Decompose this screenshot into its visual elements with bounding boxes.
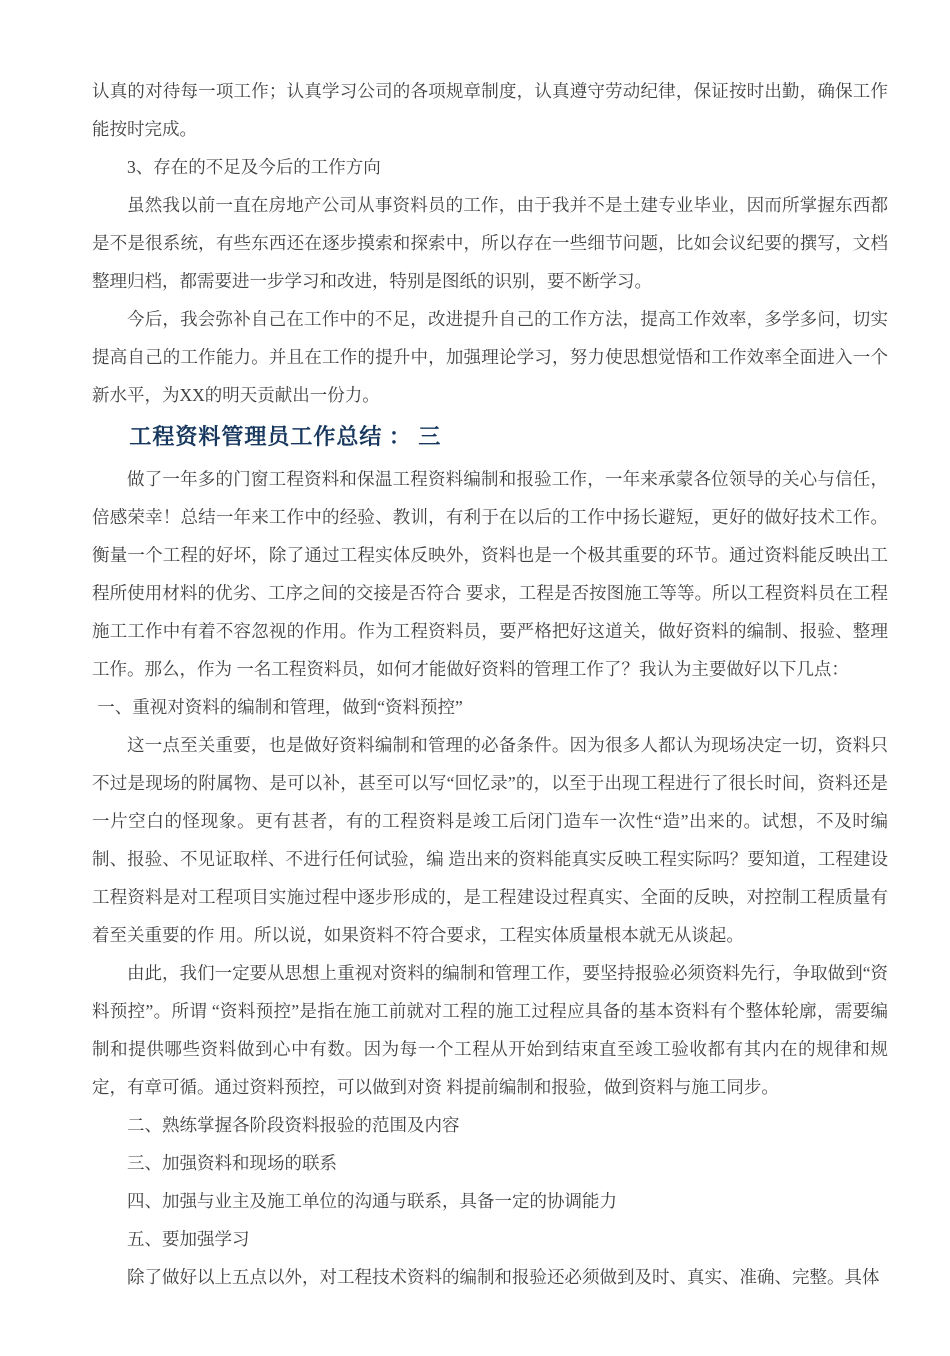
- section-heading-summary-three: 工程资料管理员工作总结 ： 三: [129, 424, 442, 449]
- item-4-heading: 四、加强与业主及施工单位的沟通与联系，具备一定的协调能力: [127, 1191, 617, 1211]
- item-2-heading: 二、熟练掌握各阶段资料报验的范围及内容: [127, 1115, 460, 1135]
- paragraph-closing: 除了做好以上五点以外，对工程技术资料的编制和报验还必须做到及时、真实、准确、完整。具体: [127, 1267, 880, 1287]
- subheading-shortcomings: 3、存在的不足及今后的工作方向: [127, 157, 381, 177]
- paragraph-intro: 做了一年多的门窗工程资料和保温工程资料编制和报验工作，一年来承蒙各位领导的关心与信任，倍感荣幸！总结一年来工作中的经验、教训，有利于在以后的工作中扬长避短，更好的做好技术工作。衡量一个工程的好坏，除了通过工程实体反映外，资料也是一个极其重要的环节。通过资料能反映出工程所使用材料的优劣、工序之间的交接是否符合 要求，工程是否按图施工等等。所以工程资料员在工程施工工作中有着不容忽视的作用。作为工程资料员，要严格把好这道关，做好资料的编制、报验、整理工作。那么，作为 一名工程资料员，如何才能做好资料的管理工作了？我认为主要做好以下几点：: [92, 469, 888, 679]
- item-1-heading: 一、重视对资料的编制和管理，做到“资料预控”: [97, 697, 463, 717]
- paragraph-item1-detail-a: 这一点至关重要，也是做好资料编制和管理的必备条件。因为很多人都认为现场决定一切，资料只不过是现场的附属物、是可以补，甚至可以写“回忆录”的，以至于出现工程进行了很长时间，资料还是一片空白的怪现象。更有甚者，有的工程资料是竣工后闭门造车一次性“造”出来的。试想，不及时编制、报验、不见证取样、不进行任何试验，编 造出来的资料能真实反映工程实际吗？要知道，工程建设工程资料是对工程项目实施过程中逐步形成的，是工程建设过程真实、全面的反映，对控制工程质量有着至关重要的作 用。所以说，如果资料不符合要求，工程实体质量根本就无从谈起。: [92, 735, 888, 945]
- paragraph-item1-detail-b: 由此，我们一定要从思想上重视对资料的编制和管理工作，要坚持报验必须资料先行，争取做到“资料预控”。所谓 “资料预控”是指在施工前就对工程的施工过程应具备的基本资料有个整体轮廓，需要编制和提供哪些资料做到心中有数。因为每一个工程从开始到结束直至竣工验收都有其内在的规律和规定，有章可循。通过资料预控，可以做到对资 料提前编制和报验，做到资料与施工同步。: [92, 963, 888, 1097]
- item-3-heading: 三、加强资料和现场的联系: [127, 1153, 337, 1173]
- paragraph-future-plan: 今后，我会弥补自己在工作中的不足，改进提升自己的工作方法，提高工作效率，多学多问，切实提高自己的工作能力。并且在工作的提升中，加强理论学习，努力使思想觉悟和工作效率全面进入一个新水平，为XX的明天贡献出一份力。: [92, 309, 888, 405]
- paragraph-shortcomings: 虽然我以前一直在房地产公司从事资料员的工作，由于我并不是土建专业毕业，因而所掌握东西都是不是很系统，有些东西还在逐步摸索和探索中，所以存在一些细节问题，比如会议纪要的撰写，文档整理归档，都需要进一步学习和改进，特别是图纸的识别，要不断学习。: [92, 195, 888, 291]
- paragraph-continuation: 认真的对待每一项工作；认真学习公司的各项规章制度，认真遵守劳动纪律，保证按时出勤，确保工作能按时完成。: [92, 81, 888, 139]
- item-5-heading: 五、要加强学习: [127, 1229, 250, 1249]
